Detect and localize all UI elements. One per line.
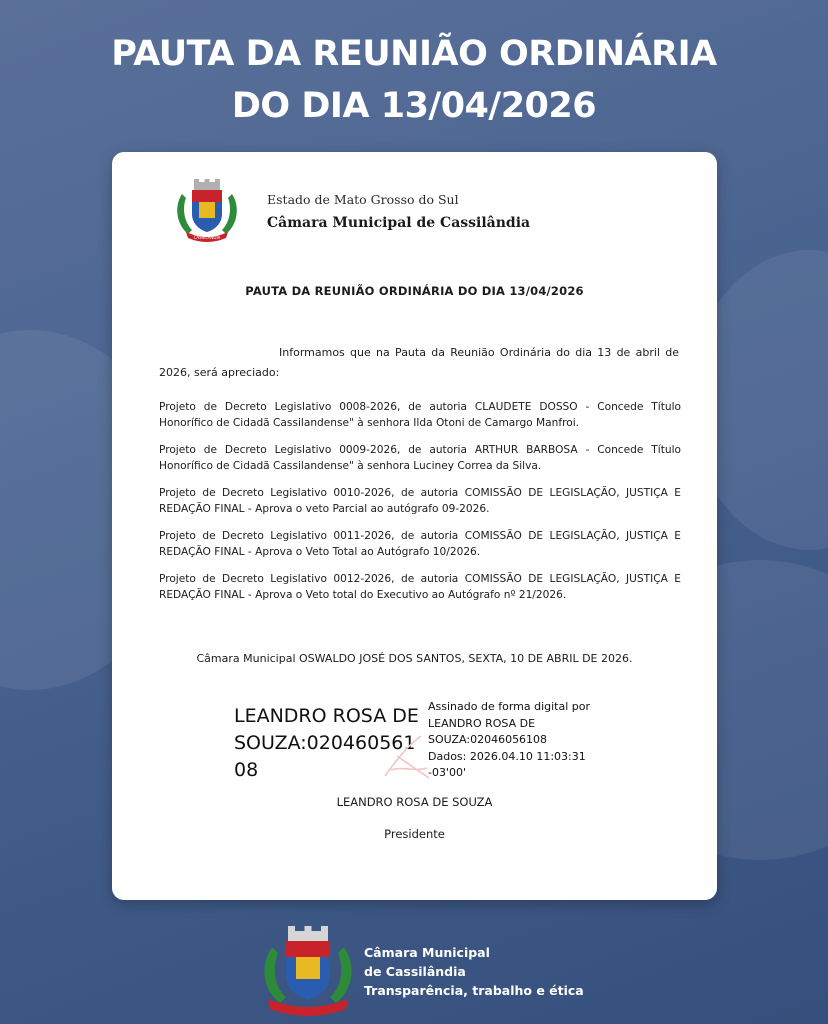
digital-signature-info	[428, 699, 628, 782]
signature-name-line: SOUZA:020460561	[234, 732, 416, 754]
agenda-items-list	[159, 400, 681, 615]
letterhead-chamber: Câmara Municipal de Cassilândia	[267, 215, 531, 231]
signer-role: Presidente	[384, 827, 445, 841]
coat-of-arms-icon	[172, 178, 242, 244]
agenda-item: Projeto de Decreto Legislativo 0008-2026, de autoria CLAUDETE DOSSO - Concede Título Honorífico de Cidadã Cassilandense" à senhora Ilda Otoni de Camargo Manfroi.	[159, 401, 681, 429]
signature-info-line: Dados: 2026.04.10 11:03:31	[428, 749, 586, 763]
agenda-item: Projeto de Decreto Legislativo 0011-2026, de autoria COMISSÃO DE LEGISLAÇÃO, JUSTIÇA E REDAÇÃO FINAL - Aprova o Veto Total ao Autógrafo 10/2026.	[159, 530, 681, 558]
crest-ribbon-text: CASSILÂNDIA	[193, 235, 221, 240]
letterhead-state: Estado de Mato Grosso do Sul	[267, 192, 459, 207]
footer-coat-of-arms-icon	[258, 925, 358, 1017]
signature-info-line: -03'00'	[428, 766, 467, 779]
signature-info-line: LEANDRO ROSA DE	[428, 716, 536, 730]
closing-line: Câmara Municipal OSWALDO JOSÉ DOS SANTOS, SEXTA, 10 DE ABRIL DE 2026.	[196, 652, 633, 665]
signature-info-line: SOUZA:02046056108	[428, 733, 548, 746]
signature-name-line: 08	[234, 759, 259, 781]
agenda-item: Projeto de Decreto Legislativo 0010-2026, de autoria COMISSÃO DE LEGISLAÇÃO, JUSTIÇA E REDAÇÃO FINAL - Aprova o veto Parcial ao autógrafo 09-2026.	[159, 487, 681, 515]
signature-name-line: LEANDRO ROSA DE	[234, 705, 419, 727]
document-title: PAUTA DA REUNIÃO ORDINÁRIA DO DIA 13/04/2026	[245, 284, 584, 298]
footer-branding	[364, 943, 584, 1000]
agenda-document	[112, 152, 717, 900]
agenda-item: Projeto de Decreto Legislativo 0012-2026, de autoria COMISSÃO DE LEGISLAÇÃO, JUSTIÇA E REDAÇÃO FINAL - Aprova o Veto total do Executivo ao Autógrafo nº 21/2026.	[159, 573, 681, 601]
signer-name: LEANDRO ROSA DE SOUZA	[336, 795, 493, 809]
headline-line-2: DO DIA 13/04/2026	[231, 86, 597, 126]
agenda-item: Projeto de Decreto Legislativo 0009-2026, de autoria ARTHUR BARBOSA - Concede Título Honorífico de Cidadã Cassilandense" à senhora Luciney Correa da Silva.	[159, 444, 681, 472]
footer-slogan: Transparência, trabalho e ética	[364, 983, 584, 998]
intro-paragraph: Informamos que na Pauta da Reunião Ordinária do dia 13 de abril de 2026, será apreciado:	[159, 346, 679, 379]
page-headline	[0, 28, 828, 132]
headline-line-1: PAUTA DA REUNIÃO ORDINÁRIA	[111, 34, 717, 74]
footer-line: de Cassilândia	[364, 964, 466, 979]
footer-line: Câmara Municipal	[364, 945, 490, 960]
signature-info-line: Assinado de forma digital por	[428, 700, 591, 713]
